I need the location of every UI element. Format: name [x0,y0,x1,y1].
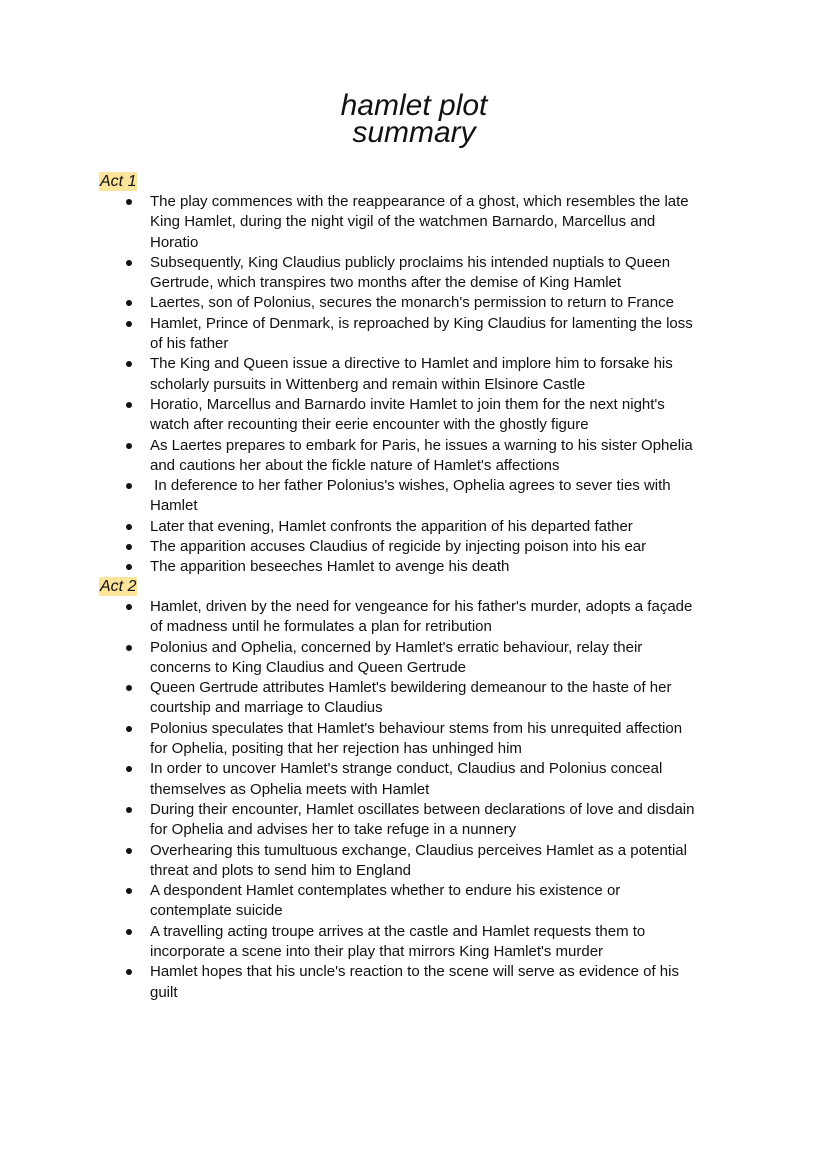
list-item [99,678,699,719]
title-line-1: hamlet plot [340,89,488,122]
list-item [99,841,699,882]
list-item [99,314,699,355]
bullet-icon [126,199,132,205]
list-item [99,476,699,517]
list-item-text: Hamlet, Prince of Denmark, is reproached by King Claudius for lamenting the loss of his father [150,314,693,353]
list-item [99,759,699,800]
bullet-icon [126,544,132,550]
list-item [99,962,699,1003]
list-item-text: The apparition beseeches Hamlet to avenge his death [150,558,510,576]
list-item-text: During their encounter, Hamlet oscillates between declarations of love and disdain for Ophelia and advises her to take refuge in a nunnery [150,800,695,839]
act-1-section [99,172,699,578]
list-item-text: Hamlet hopes that his uncle's reaction to the scene will serve as evidence of his guilt [150,963,679,1001]
bullet-icon [126,807,132,813]
bullet-icon [126,766,132,772]
list-item-text: The King and Queen issue a directive to Hamlet and implore him to forsake his scholarly pursuits in Wittenberg and remain within Elsinore Castle [150,355,673,393]
list-item-text: In order to uncover Hamlet's strange conduct, Claudius and Polonius conceal themselves as Ophelia meets with Hamlet [150,760,663,798]
list-item [99,354,699,395]
list-item-text: The apparition accuses Claudius of regicide by injecting poison into his ear [150,538,647,556]
bullet-icon [126,524,132,530]
list-item [99,436,699,477]
list-item [99,395,699,436]
bullet-icon [126,969,132,975]
bullet-icon [126,260,132,266]
list-item-text: Overhearing this tumultuous exchange, Claudius perceives Hamlet as a potential threat and plots to send him to England [150,841,687,879]
document-title [0,89,828,149]
list-item [99,253,699,294]
list-item [99,881,699,922]
list-item-text: A travelling acting troupe arrives at the castle and Hamlet requests them to incorporate a scene into their play that mirrors King Hamlet's murder [150,922,646,961]
act-1-heading: Act 1 [100,173,137,190]
list-item-text: Polonius and Ophelia, concerned by Hamlet's erratic behaviour, relay their concerns to King Claudius and Queen Gertrude [150,638,643,676]
list-item-text: Later that evening, Hamlet confronts the apparition of his departed father [150,517,633,535]
bullet-icon [126,888,132,894]
list-item-text: Subsequently, King Claudius publicly proclaims his intended nuptials to Queen Gertrude, which transpires two months after the demise of King Hamlet [150,253,671,292]
list-item [99,719,699,760]
bullet-icon [126,564,132,570]
list-item-text: In deference to her father Polonius's wishes, Ophelia agrees to sever ties with Hamlet [150,477,675,515]
list-item-text: As Laertes prepares to embark for Paris, he issues a warning to his sister Ophelia and cautions her about the fickle nature of Hamlet's affections [150,436,693,474]
bullet-icon [126,483,132,489]
bullet-icon [126,645,132,651]
bullet-icon [126,604,132,610]
bullet-icon [126,929,132,935]
bullet-icon [126,402,132,408]
act-1-list [99,192,699,578]
bullet-icon [126,361,132,367]
list-item-text: Horatio, Marcellus and Barnardo invite Hamlet to join them for the next night's watch after recounting their eerie encounter with the ghostly figure [150,395,665,434]
title-line-2: summary [352,116,476,149]
bullet-icon [126,443,132,449]
list-item-text: Queen Gertrude attributes Hamlet's bewildering demeanour to the haste of her courtship and marriage to Claudius [150,679,672,717]
act-2-section [99,577,699,1003]
bullet-icon [126,321,132,327]
list-item [99,597,699,638]
list-item-text: Laertes, son of Polonius, secures the monarch's permission to return to France [150,294,674,312]
list-item [99,517,699,537]
list-item [99,557,699,577]
bullet-icon [126,848,132,854]
list-item-text: Hamlet, driven by the need for vengeance for his father's murder, adopts a façade of madness until he formulates a plan for retribution [150,598,693,636]
list-item [99,800,699,841]
list-item [99,293,699,313]
list-item-text: A despondent Hamlet contemplates whether to endure his existence or contemplate suicide [150,882,621,920]
bullet-icon [126,726,132,732]
bullet-icon [126,300,132,306]
act-2-list [99,597,699,1003]
list-item [99,537,699,557]
list-item-text: Polonius speculates that Hamlet's behaviour stems from his unrequited affection for Ophelia, positing that her rejection has unhinged him [150,719,683,758]
list-item-text: The play commences with the reappearance of a ghost, which resembles the late King Hamlet, during the night vigil of the watchmen Barnardo, Marcellus and Horatio [150,193,689,251]
list-item [99,192,699,253]
act-2-heading: Act 2 [100,578,137,595]
list-item [99,638,699,679]
bullet-icon [126,685,132,691]
list-item [99,922,699,963]
